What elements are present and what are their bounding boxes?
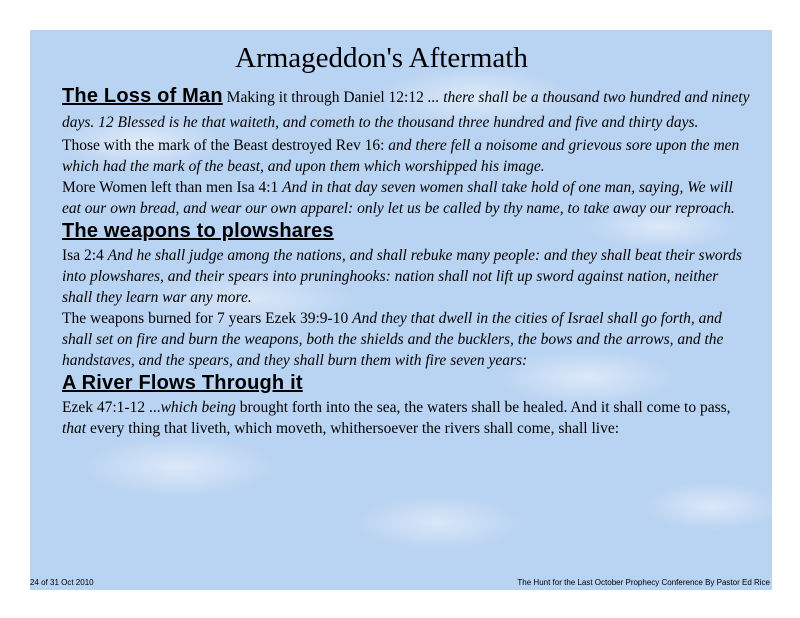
slide xyxy=(30,30,772,590)
paragraph xyxy=(62,308,752,371)
verse-reference: Ezek 47:1-12 ... xyxy=(62,399,161,416)
footer-conference-title: The Hunt for the Last October Prophecy Conference By Pastor Ed Rice xyxy=(517,578,770,587)
verse-text: and there fell a noisome and grievous sore upon the men which had the mark of the beast, and upon them which worshipped his image. xyxy=(62,137,740,175)
section-weapons xyxy=(62,219,752,245)
slide-content xyxy=(62,84,752,439)
paragraph xyxy=(62,135,752,177)
verse-text: brought forth into the sea, the waters shall be healed. And it shall come to pass, xyxy=(235,399,731,416)
section-river xyxy=(62,371,752,397)
slide-title: Armageddon's Aftermath xyxy=(235,42,528,74)
verse-text-italic: that xyxy=(62,420,87,437)
verse-text: ... there shall be a thousand two hundred and ninety days. 12 Blessed is he that waiteth, and cometh to the thousand three hundred and five and thirty days. xyxy=(62,89,750,131)
verse-reference: Making it through Daniel 12:12 xyxy=(226,89,424,106)
paragraph xyxy=(62,397,752,439)
section-loss-of-man xyxy=(62,84,752,135)
footer-page-date: 24 of 31 Oct 2010 xyxy=(30,578,94,587)
section-heading: A River Flows Through it xyxy=(62,372,303,394)
verse-reference: Isa 2:4 xyxy=(62,247,104,264)
section-heading: The Loss of Man xyxy=(62,85,223,107)
verse-text: And they that dwell in the cities of Israel shall go forth, and shall set on fire and burn the weapons, both the shields and the bucklers, the bows and the arrows, and the handstaves, and the spears, and they shall burn them with fire seven years: xyxy=(62,310,724,369)
verse-text-italic: which being xyxy=(160,399,236,416)
verse-reference: More Women left than men Isa 4:1 xyxy=(62,179,279,196)
verse-text: every thing that liveth, which moveth, whithersoever the rivers shall come, shall live: xyxy=(86,420,620,437)
paragraph xyxy=(62,245,752,308)
verse-text: And he shall judge among the nations, and shall rebuke many people: and they shall beat their swords into plowshares, and their spears into pruninghooks: nation shall not lift up sword against nation, neither shall they learn war any more. xyxy=(62,247,742,306)
section-heading: The weapons to plowshares xyxy=(62,220,334,242)
verse-reference: Those with the mark of the Beast destroyed Rev 16: xyxy=(62,137,385,154)
paragraph xyxy=(62,177,752,219)
verse-text: And in that day seven women shall take hold of one man, saying, We will eat our own bread, and wear our own apparel: only let us be called by thy name, to take away our reproach. xyxy=(62,179,735,217)
verse-reference: The weapons burned for 7 years Ezek 39:9-10 xyxy=(62,310,349,327)
